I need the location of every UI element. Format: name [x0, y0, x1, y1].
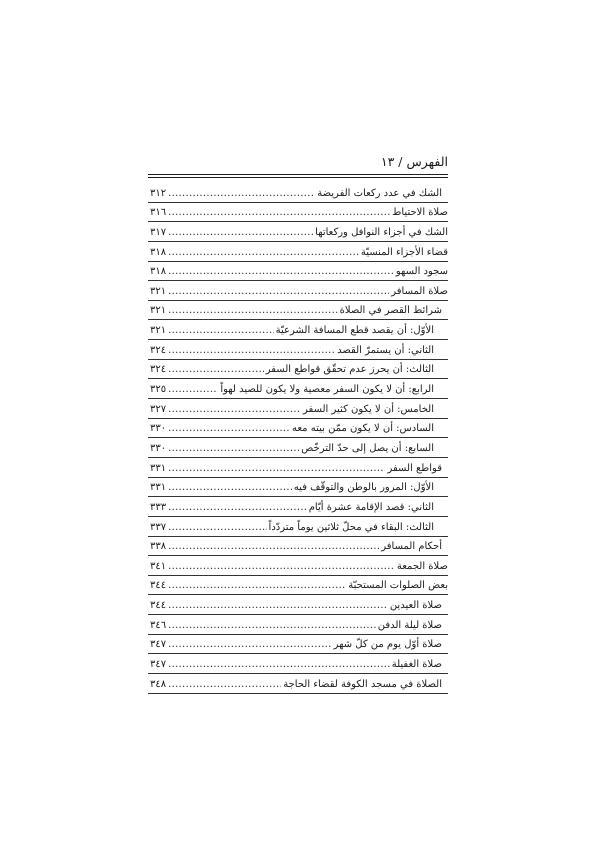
toc-entry-title: شرائط القصر في الصلاة [339, 305, 442, 317]
toc-dot-leader [168, 205, 390, 221]
toc-entry-page-number: ٣٣٣ [150, 501, 167, 513]
toc-entry-title: الرابع: أن لا يكون السفر معصية ولا يكون للصيد لهواً [220, 384, 434, 396]
toc-dot-leader [168, 323, 274, 339]
toc-entry-page-number: ٣٢٥ [150, 384, 167, 396]
toc-entry-page-number: ٣٢١ [150, 285, 167, 297]
toc-entry [148, 635, 448, 655]
toc-entry-title: سجود السهو [395, 266, 448, 278]
toc-dot-leader [168, 245, 359, 261]
toc-entry-title: صلاة أوّل يوم من كلّ شهر [333, 639, 442, 651]
toc-dot-leader [168, 382, 218, 398]
toc-entry-title: الشك في عدد ركعات الفريضة [317, 187, 442, 199]
toc-dot-leader [168, 480, 292, 496]
toc-entry-page-number: ٣٤٦ [150, 619, 167, 631]
toc-entry [148, 203, 448, 223]
toc-entry-page-number: ٣٤٤ [150, 600, 167, 612]
toc-entry-page-number: ٣٣٠ [150, 442, 167, 454]
toc-entry-page-number: ٣١٨ [150, 246, 167, 258]
toc-entry-page-number: ٣٣٧ [150, 521, 167, 533]
toc-dot-leader [168, 186, 315, 202]
toc-entry [148, 458, 448, 478]
toc-entry-page-number: ٣١٢ [150, 187, 167, 199]
header-rule-thick [148, 174, 448, 175]
toc-dot-leader [168, 520, 266, 536]
toc-entry-title: صلاة الجمعة [396, 560, 448, 572]
toc-entry [148, 222, 448, 242]
toc-entry [148, 360, 448, 380]
toc-entry [148, 242, 448, 262]
toc-entry [148, 615, 448, 635]
toc-entry-title: أحكام المسافر [381, 541, 442, 553]
toc-entry [148, 674, 448, 694]
toc-dot-leader [168, 343, 335, 359]
toc-dot-leader [168, 284, 389, 300]
toc-entry [148, 517, 448, 537]
toc-dot-leader [168, 500, 307, 516]
toc-entry-title: الأوّل: المرور بالوطن والتوقّف فيه [293, 482, 434, 494]
toc-entry-title: الثالث: أن يحرز عدم تحقّق قواطع السفر [265, 364, 434, 376]
toc-entry-title: صلاة العيدين [389, 600, 442, 612]
toc-entry-page-number: ٣١٦ [150, 207, 167, 219]
toc-entry [148, 576, 448, 596]
toc-entry [148, 478, 448, 498]
toc-entry [148, 556, 448, 576]
toc-entry-page-number: ٣١٨ [150, 266, 167, 278]
toc-entry [148, 320, 448, 340]
toc-entry [148, 537, 448, 557]
toc-entry [148, 262, 448, 282]
toc-entry-title: صلاة الاحتياط [392, 207, 448, 219]
toc-entry [148, 301, 448, 321]
toc-entry-title: الأوّل: أن يقصد قطع المسافة الشرعيّة [275, 325, 434, 337]
toc-entry-title: السادس: أن لا يكون ممّن بيته معه [291, 423, 434, 435]
toc-entry [148, 183, 448, 203]
toc-entry [148, 497, 448, 517]
toc-entry-title: الشك في أجزاء النوافل وركعاتها [315, 226, 448, 238]
toc-entry [148, 281, 448, 301]
toc-entry-page-number: ٣٤٧ [150, 639, 167, 651]
header-rule-thin [148, 177, 448, 178]
toc-dot-leader [168, 539, 379, 555]
toc-entry [148, 340, 448, 360]
toc-entry-title: صلاة ليلة الدفن [377, 619, 442, 631]
toc-entry-title: الثاني: قصد الإقامة عشرة أيّام [308, 501, 434, 513]
toc-dot-leader [168, 264, 394, 280]
toc-entry [148, 438, 448, 458]
toc-entry-page-number: ٣٤٧ [150, 659, 167, 671]
toc-entry [148, 654, 448, 674]
toc-entry-title: الثاني: أن يستمرّ القصد [337, 344, 434, 356]
toc-entry-page-number: ٣٢٤ [150, 344, 167, 356]
toc-dot-leader [168, 441, 299, 457]
toc-entry [148, 419, 448, 439]
toc-entry-title: قواطع السفر [387, 462, 442, 474]
toc-entry [148, 379, 448, 399]
toc-entry-page-number: ٣٣٨ [150, 541, 167, 553]
toc-dot-leader [168, 362, 264, 378]
toc-entry [148, 399, 448, 419]
toc-dot-leader [168, 618, 376, 634]
toc-entry-page-number: ٣٤٤ [150, 580, 167, 592]
toc-dot-leader [168, 402, 301, 418]
toc-dot-leader [168, 559, 395, 575]
toc-entry-page-number: ٣٣١ [150, 482, 167, 494]
toc-entry-page-number: ٣٢١ [150, 325, 167, 337]
toc-entry-page-number: ٣١٧ [150, 226, 167, 238]
toc-entry [148, 595, 448, 615]
toc-entry-page-number: ٣٣٠ [150, 423, 167, 435]
toc-dot-leader [168, 461, 385, 477]
toc-dot-leader [168, 598, 388, 614]
table-of-contents [148, 183, 448, 694]
toc-entry-page-number: ٣٢٤ [150, 364, 167, 376]
toc-dot-leader [168, 225, 313, 241]
toc-entry-title: صلاة المسافر [391, 285, 448, 297]
running-header: الفهرس / ١٣ [380, 154, 448, 169]
toc-entry-title: الخامس: أن لا يكون كثير السفر [303, 403, 434, 415]
toc-dot-leader [168, 421, 290, 437]
toc-entry-title: بعض الصلوات المستحبّة [348, 580, 448, 592]
toc-dot-leader [168, 637, 331, 653]
toc-entry-title: الثالث: البقاء في محلّ ثلاثين يوماً متردّداً [268, 521, 434, 533]
toc-dot-leader [168, 657, 390, 673]
toc-entry-title: السابع: أن يصل إلى حدّ الترخّص [301, 442, 434, 454]
toc-entry-page-number: ٣٢٧ [150, 403, 167, 415]
toc-dot-leader [168, 303, 337, 319]
toc-entry-title: الصلاة في مسجد الكوفة لقضاء الحاجة [283, 678, 442, 690]
toc-entry-page-number: ٣٣١ [150, 462, 167, 474]
toc-entry-page-number: ٣٤١ [150, 560, 167, 572]
toc-dot-leader [168, 578, 346, 594]
toc-dot-leader [168, 677, 281, 693]
toc-entry-title: صلاة الغفيلة [391, 659, 442, 671]
toc-entry-page-number: ٣٢١ [150, 305, 167, 317]
toc-entry-page-number: ٣٤٨ [150, 678, 167, 690]
toc-entry-title: قضاء الأجزاء المنسيّة [360, 246, 448, 258]
